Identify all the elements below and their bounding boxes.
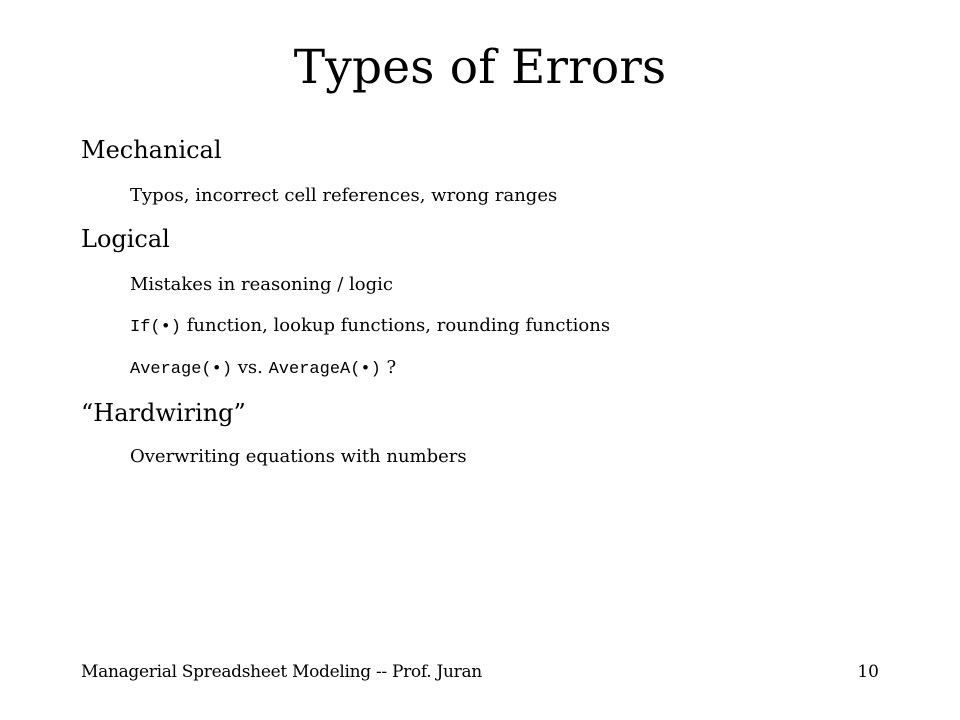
heading-logical: Logical	[81, 225, 170, 253]
vs-text: vs.	[232, 357, 269, 378]
slide-title: Types of Errors	[293, 40, 667, 95]
functions-text: function, lookup functions, rounding functions	[181, 315, 611, 336]
bullet-logical-average	[130, 356, 396, 382]
bullet-hardwiring-overwriting: Overwriting equations with numbers	[130, 446, 467, 467]
heading-hardwiring: “Hardwiring”	[81, 399, 246, 427]
footer-page-number: 10	[857, 662, 879, 682]
code-average: Average(•)	[130, 360, 233, 379]
question-text: ?	[380, 357, 397, 378]
bullet-logical-functions	[130, 314, 610, 340]
bullet-mechanical-typos: Typos, incorrect cell references, wrong ranges	[130, 185, 558, 206]
footer-course: Managerial Spreadsheet Modeling -- Prof. Juran	[81, 662, 482, 682]
code-if-function: If(•)	[130, 318, 182, 337]
code-averagea: AverageA(•)	[268, 360, 381, 379]
heading-mechanical: Mechanical	[81, 136, 222, 164]
bullet-logical-reasoning: Mistakes in reasoning / logic	[130, 274, 393, 295]
